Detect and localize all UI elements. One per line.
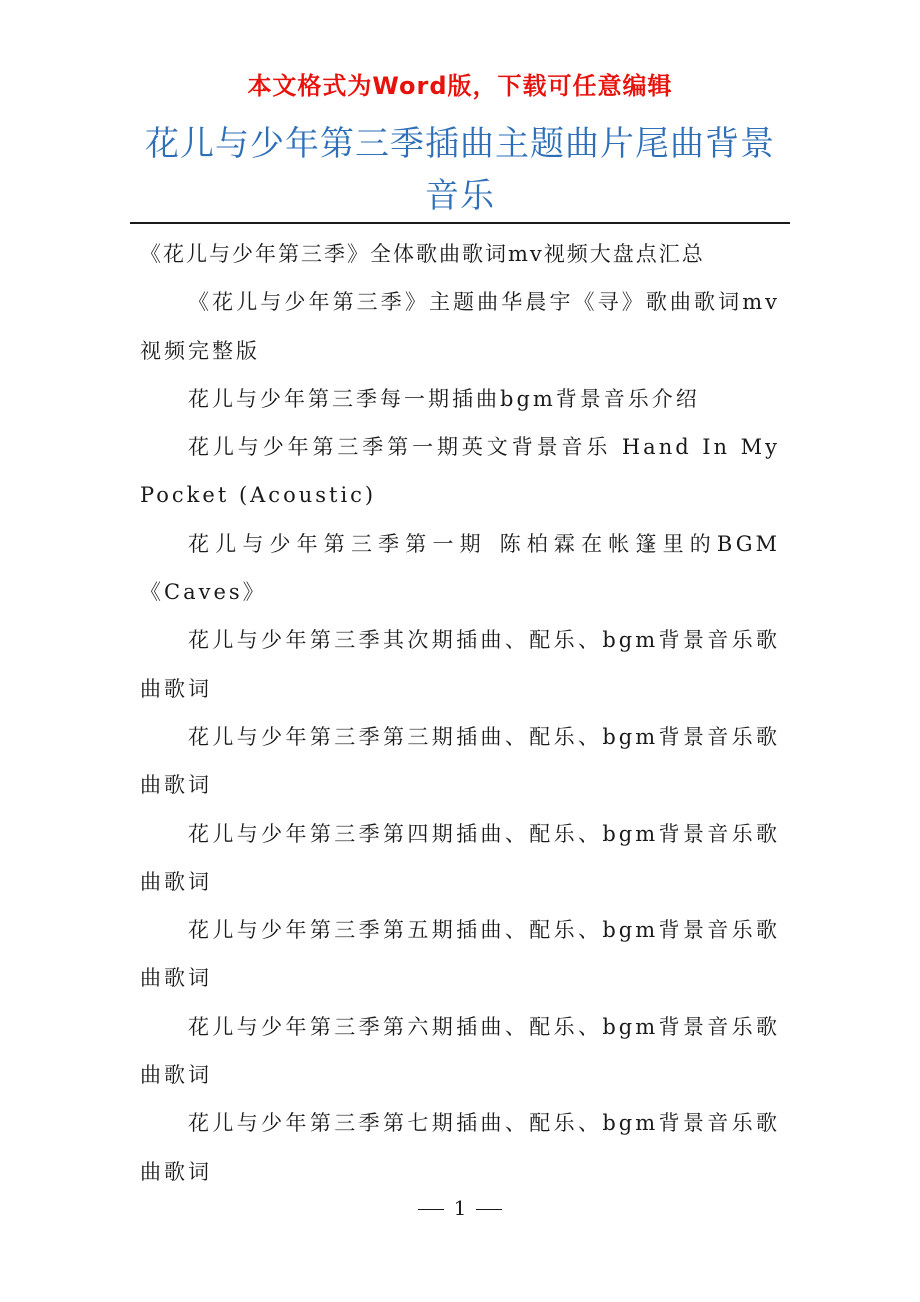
document-title: 花儿与少年第三季插曲主题曲片尾曲背景音乐 (145, 124, 775, 216)
title-divider (130, 222, 790, 224)
paragraph-episode-5: 花儿与少年第三季第五期插曲、配乐、bgm背景音乐歌曲歌词 (140, 918, 780, 991)
paragraph-episode-6: 花儿与少年第三季第六期插曲、配乐、bgm背景音乐歌曲歌词 (140, 1014, 780, 1088)
paragraph-theme-song: 《花儿与少年第三季》主题曲华晨宇《寻》歌曲歌词mv视频完整版 (140, 290, 780, 363)
page-number: 1 (453, 1196, 467, 1220)
document-body (140, 230, 780, 1196)
paragraph-episode-7: 花儿与少年第三季第七期插曲、配乐、bgm背景音乐歌曲歌词 (140, 1111, 780, 1184)
format-notice: 本文格式为Word版，下载可任意编辑 (247, 72, 673, 100)
footer-dash-left (418, 1209, 444, 1210)
paragraph-episode-1-english: 花儿与少年第三季第一期英文背景音乐 Hand In My Pocket (Acoustic) (140, 435, 780, 508)
page-footer (0, 1196, 920, 1220)
paragraph-episode-1-caves: 花儿与少年第三季第一期 陈柏霖在帐篷里的BGM《Caves》 (140, 531, 780, 605)
paragraph-episode-3: 花儿与少年第三季第三期插曲、配乐、bgm背景音乐歌曲歌词 (140, 724, 780, 798)
paragraph-episode-2: 花儿与少年第三季其次期插曲、配乐、bgm背景音乐歌曲歌词 (140, 628, 780, 701)
paragraph-bgm-intro: 花儿与少年第三季每一期插曲bgm背景音乐介绍 (188, 386, 700, 411)
paragraph-summary: 《花儿与少年第三季》全体歌曲歌词mv视频大盘点汇总 (140, 242, 705, 266)
footer-dash-right (476, 1209, 502, 1210)
paragraph-episode-4: 花儿与少年第三季第四期插曲、配乐、bgm背景音乐歌曲歌词 (140, 821, 780, 894)
